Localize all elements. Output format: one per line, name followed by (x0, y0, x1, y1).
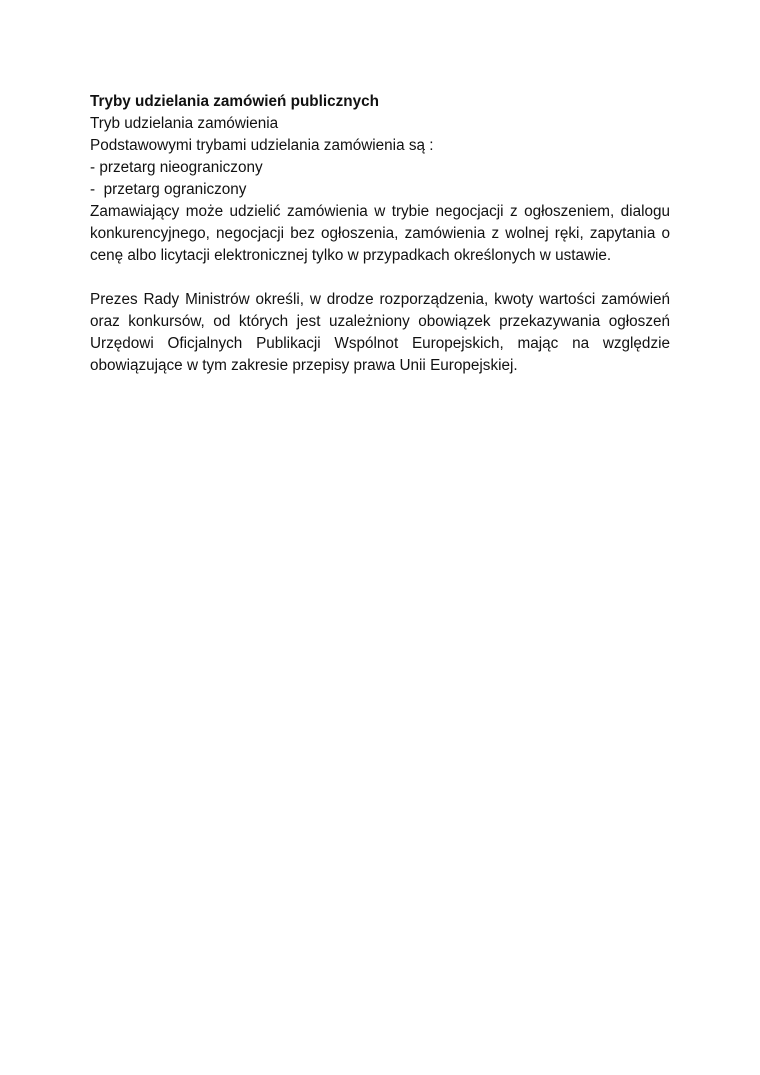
paragraph-modes: Zamawiający może udzielić zamówienia w trybie negocjacji z ogłoszeniem, dialogu konkurencyjnego, negocjacji bez ogłoszenia, zamówienia z wolnej ręki, zapytania o cenę albo licytacji elektronicznej tylko w przypadkach określonych w ustawie. (90, 203, 670, 264)
list-item: - przetarg ograniczony (90, 181, 247, 198)
paragraph-regulation: Prezes Rady Ministrów określi, w drodze rozporządzenia, kwoty wartości zamówień oraz konkursów, od których jest uzależniony obowiązek przekazywania ogłoszeń Urzędowi Oficjalnych Publikacji Wspólnot Europejskich, mając na względzie obowiązujące w tym zakresie przepisy prawa Unii Europejskiej. (90, 291, 670, 374)
intro-text: Podstawowymi trybami udzielania zamówienia są : (90, 137, 434, 154)
paragraph-spacer (90, 267, 670, 289)
list-item: - przetarg nieograniczony (90, 159, 263, 176)
document-body (90, 91, 670, 377)
document-subtitle: Tryb udzielania zamówienia (90, 115, 279, 132)
document-title: Tryby udzielania zamówień publicznych (90, 93, 380, 110)
